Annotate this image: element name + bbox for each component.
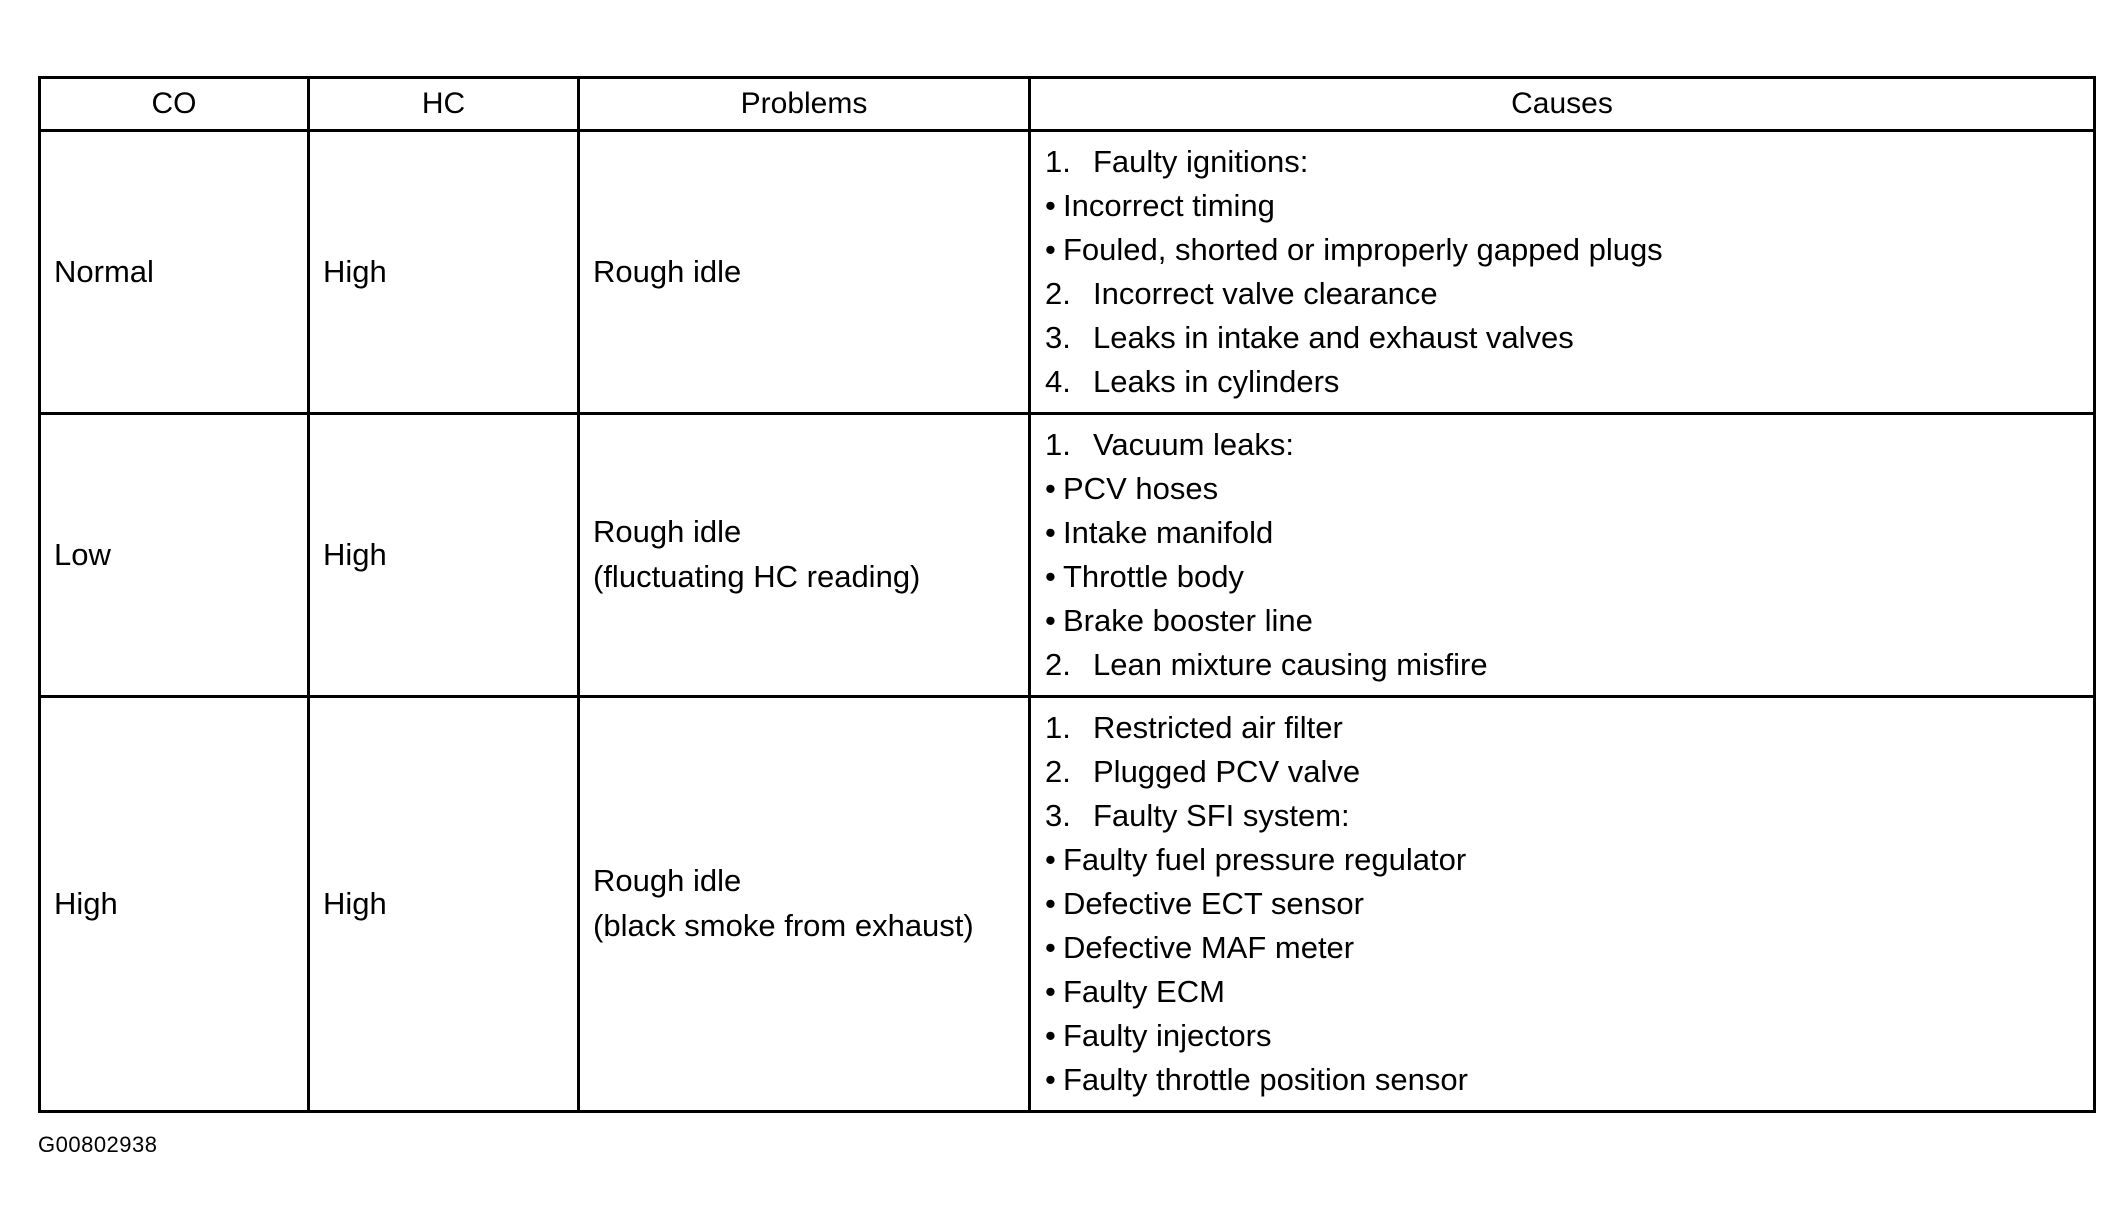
cause-text: PCV hoses [1063,471,1219,506]
figure-id-label: G00802938 [38,1132,158,1157]
header-co: CO [40,78,309,131]
bullet-icon: • [1045,515,1056,550]
co-cell: Normal [40,131,309,414]
cause-item [1045,643,2083,687]
bullet-icon: • [1045,232,1056,267]
cause-text: Restricted air filter [1093,710,1343,745]
bullet-icon: • [1045,603,1056,638]
cause-text: Defective ECT sensor [1063,886,1364,921]
cause-text: Incorrect timing [1063,188,1275,223]
cause-number: 4. [1045,364,1071,399]
bullet-icon: • [1045,930,1056,965]
cause-text: Incorrect valve clearance [1093,276,1438,311]
causes-cell [1030,414,2095,697]
problem-note: (black smoke from exhaust) [593,908,974,943]
header-hc: HC [309,78,579,131]
cause-item [1045,1058,2083,1102]
cause-text: Throttle body [1063,559,1244,594]
problem-line: Rough idle [593,514,742,550]
bullet-icon: • [1045,842,1056,877]
cause-text: Plugged PCV valve [1093,754,1361,789]
cause-item [1045,794,2083,838]
hc-cell: High [309,414,579,697]
cause-text: Defective MAF meter [1063,930,1355,965]
problems-cell [579,131,1030,414]
hc-cell: High [309,697,579,1112]
cause-number: 3. [1045,798,1071,833]
bullet-icon: • [1045,471,1056,506]
cause-text: Lean mixture causing misfire [1093,647,1488,682]
problems-cell [579,697,1030,1112]
cause-text: Faulty throttle position sensor [1063,1062,1468,1097]
cause-item [1045,599,2083,643]
hc-cell: High [309,131,579,414]
co-cell: Low [40,414,309,697]
cause-text: Faulty fuel pressure regulator [1063,842,1467,877]
header-causes: Causes [1030,78,2095,131]
header-problems: Problems [579,78,1030,131]
co-cell: High [40,697,309,1112]
cause-number: 2. [1045,276,1071,311]
table-row [40,697,2095,1112]
cause-number: 1. [1045,710,1071,745]
bullet-icon: • [1045,886,1056,921]
cause-item [1045,140,2083,184]
diagnosis-table [38,76,2096,1113]
cause-number: 1. [1045,427,1071,462]
cause-item [1045,926,2083,970]
causes-cell [1030,131,2095,414]
cause-item [1045,750,2083,794]
cause-number: 2. [1045,754,1071,789]
cause-item [1045,423,2083,467]
problem-line: Rough idle [593,863,742,899]
cause-item [1045,467,2083,511]
problems-cell [579,414,1030,697]
causes-cell [1030,697,2095,1112]
cause-number: 3. [1045,320,1071,355]
bullet-icon: • [1045,1062,1056,1097]
cause-text: Leaks in cylinders [1093,364,1340,399]
table-row [40,414,2095,697]
table-header-row [40,78,2095,131]
bullet-icon: • [1045,188,1056,223]
cause-text: Faulty ignitions: [1093,144,1309,179]
cause-number: 1. [1045,144,1071,179]
bullet-icon: • [1045,974,1056,1009]
cause-text: Brake booster line [1063,603,1313,638]
cause-item [1045,706,2083,750]
cause-item [1045,970,2083,1014]
cause-item [1045,228,2083,272]
cause-item [1045,882,2083,926]
cause-number: 2. [1045,647,1071,682]
cause-item [1045,316,2083,360]
problem-line: Rough idle [593,253,742,289]
cause-item [1045,555,2083,599]
bullet-icon: • [1045,1018,1056,1053]
cause-item [1045,184,2083,228]
problem-note: (fluctuating HC reading) [593,559,921,594]
cause-text: Fouled, shorted or improperly gapped plugs [1063,232,1663,267]
cause-item [1045,272,2083,316]
cause-text: Intake manifold [1063,515,1274,550]
cause-item [1045,838,2083,882]
cause-text: Leaks in intake and exhaust valves [1093,320,1574,355]
cause-item [1045,360,2083,404]
cause-text: Faulty injectors [1063,1018,1272,1053]
cause-text: Faulty SFI system: [1093,798,1350,833]
cause-item [1045,511,2083,555]
table-row [40,131,2095,414]
bullet-icon: • [1045,559,1056,594]
cause-text: Vacuum leaks: [1093,427,1295,462]
cause-text: Faulty ECM [1063,974,1225,1009]
cause-item [1045,1014,2083,1058]
